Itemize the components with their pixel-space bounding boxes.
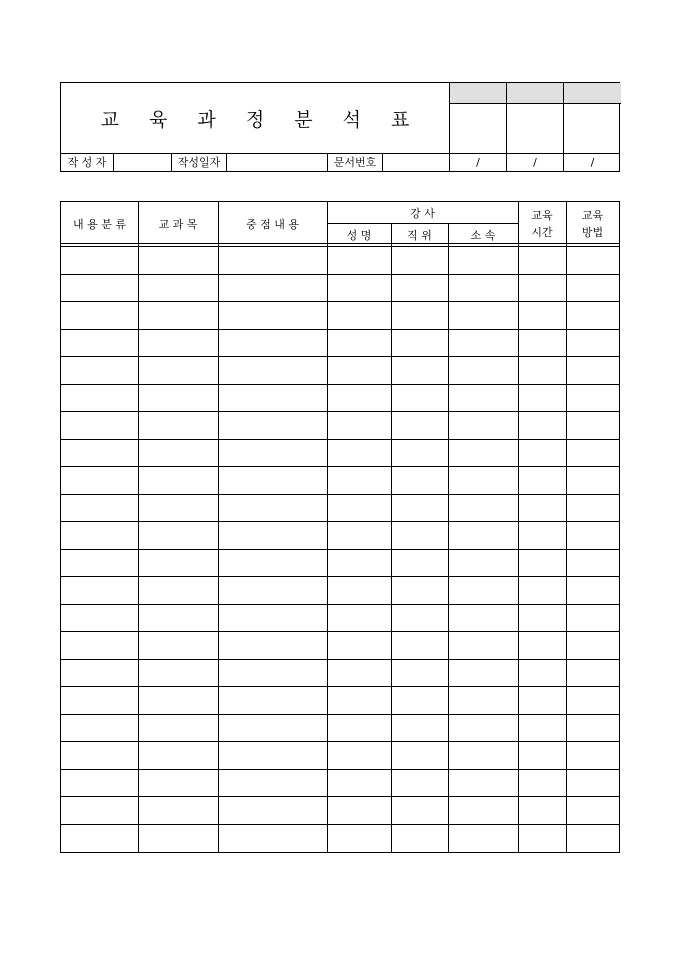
table-cell[interactable] (61, 770, 138, 797)
table-cell[interactable] (391, 495, 448, 522)
approval-box-2[interactable] (507, 83, 564, 153)
table-cell[interactable] (566, 385, 619, 412)
table-cell[interactable] (138, 605, 218, 632)
table-row (61, 715, 619, 743)
header-instructor-name: 성 명 (346, 228, 372, 242)
table-cell[interactable] (391, 440, 448, 467)
table-row (61, 632, 619, 660)
table-cell[interactable] (61, 357, 138, 384)
table-cell[interactable] (138, 385, 218, 412)
approval-date-1[interactable]: / (450, 154, 507, 171)
table-row (61, 412, 619, 440)
table-cell[interactable] (327, 440, 391, 467)
table-cell[interactable] (566, 412, 619, 439)
approval-header-2 (507, 83, 563, 104)
table-cell[interactable] (391, 797, 448, 824)
table-row (61, 275, 619, 303)
table-cell[interactable] (391, 687, 448, 714)
table-cell[interactable] (61, 605, 138, 632)
table-cell[interactable] (448, 440, 518, 467)
table-cell[interactable] (518, 660, 566, 687)
table-cell[interactable] (61, 522, 138, 549)
table-cell[interactable] (566, 742, 619, 769)
table-cell[interactable] (566, 247, 619, 274)
table-cell[interactable] (218, 550, 327, 577)
table-row (61, 742, 619, 770)
table-cell[interactable] (218, 247, 327, 274)
table-cell[interactable] (327, 605, 391, 632)
table-cell[interactable] (448, 302, 518, 329)
table-cell[interactable] (391, 302, 448, 329)
table-cell[interactable] (448, 467, 518, 494)
table-cell[interactable] (518, 632, 566, 659)
table-cell[interactable] (327, 385, 391, 412)
table-cell[interactable] (138, 522, 218, 549)
table-cell[interactable] (518, 412, 566, 439)
table-cell[interactable] (518, 742, 566, 769)
table-cell[interactable] (327, 522, 391, 549)
table-cell[interactable] (218, 605, 327, 632)
table-cell[interactable] (218, 632, 327, 659)
approval-header-3 (564, 83, 621, 104)
table-cell[interactable] (448, 632, 518, 659)
table-cell[interactable] (61, 302, 138, 329)
author-field[interactable] (114, 154, 172, 171)
table-cell[interactable] (218, 687, 327, 714)
table-cell[interactable] (327, 715, 391, 742)
table-cell[interactable] (138, 660, 218, 687)
table-cell[interactable] (138, 577, 218, 604)
table-cell[interactable] (327, 467, 391, 494)
table-cell[interactable] (327, 247, 391, 274)
table-cell[interactable] (566, 577, 619, 604)
table-row (61, 687, 619, 715)
table-cell[interactable] (61, 550, 138, 577)
table-cell[interactable] (518, 302, 566, 329)
table-cell[interactable] (518, 825, 566, 853)
table-cell[interactable] (391, 660, 448, 687)
table-cell[interactable] (327, 550, 391, 577)
table-cell[interactable] (327, 632, 391, 659)
table-cell[interactable] (138, 632, 218, 659)
table-cell[interactable] (518, 550, 566, 577)
table-cell[interactable] (218, 467, 327, 494)
table-cell[interactable] (61, 660, 138, 687)
table-cell[interactable] (391, 742, 448, 769)
info-row (61, 153, 619, 171)
header-instructor-position: 직 위 (407, 228, 432, 242)
table-cell[interactable] (518, 522, 566, 549)
doc-no-label: 문서번호 (328, 154, 383, 171)
table-row (61, 577, 619, 605)
table-cell[interactable] (61, 825, 138, 853)
table-cell[interactable] (518, 687, 566, 714)
table-row (61, 660, 619, 688)
table-cell[interactable] (138, 770, 218, 797)
table-row (61, 797, 619, 825)
table-cell[interactable] (61, 742, 138, 769)
table-cell[interactable] (518, 770, 566, 797)
table-cell[interactable] (218, 440, 327, 467)
table-cell[interactable] (566, 660, 619, 687)
table-cell[interactable] (518, 605, 566, 632)
table-cell[interactable] (391, 330, 448, 357)
course-analysis-table (60, 201, 620, 853)
table-cell[interactable] (448, 412, 518, 439)
table-cell[interactable] (391, 522, 448, 549)
table-cell[interactable] (518, 385, 566, 412)
table-cell[interactable] (327, 577, 391, 604)
table-cell[interactable] (518, 357, 566, 384)
header-edu-time: 교육 시간 (531, 209, 553, 239)
table-row (61, 330, 619, 358)
instructor-divider (327, 223, 518, 224)
table-cell[interactable] (138, 275, 218, 302)
table-cell[interactable] (218, 357, 327, 384)
table-cell[interactable] (448, 660, 518, 687)
table-row (61, 247, 619, 275)
table-cell[interactable] (218, 825, 327, 853)
table-cell[interactable] (138, 412, 218, 439)
table-cell[interactable] (218, 385, 327, 412)
table-cell[interactable] (566, 522, 619, 549)
table-cell[interactable] (566, 302, 619, 329)
table-cell[interactable] (138, 302, 218, 329)
doc-no-field[interactable] (383, 154, 450, 171)
table-cell[interactable] (448, 247, 518, 274)
table-cell[interactable] (448, 330, 518, 357)
table-cell[interactable] (61, 275, 138, 302)
table-cell[interactable] (327, 797, 391, 824)
table-cell[interactable] (61, 412, 138, 439)
approval-header-1 (450, 83, 506, 104)
table-row (61, 357, 619, 385)
table-cell[interactable] (218, 275, 327, 302)
table-cell[interactable] (448, 495, 518, 522)
table-cell[interactable] (218, 522, 327, 549)
table-cell[interactable] (138, 715, 218, 742)
table-cell[interactable] (518, 275, 566, 302)
table-cell[interactable] (391, 385, 448, 412)
header-double-line-top (61, 243, 619, 244)
table-cell[interactable] (566, 550, 619, 577)
table-cell[interactable] (327, 742, 391, 769)
table-cell[interactable] (448, 550, 518, 577)
table-cell[interactable] (391, 632, 448, 659)
table-cell[interactable] (391, 715, 448, 742)
table-cell[interactable] (518, 330, 566, 357)
date-label: 작성일자 (172, 154, 227, 171)
table-cell[interactable] (61, 577, 138, 604)
table-cell[interactable] (218, 660, 327, 687)
table-cell[interactable] (138, 467, 218, 494)
table-cell[interactable] (391, 247, 448, 274)
table-cell[interactable] (566, 467, 619, 494)
header-instructor: 강 사 (410, 206, 435, 220)
table-cell[interactable] (566, 687, 619, 714)
header-instructor-affiliation: 소 속 (470, 228, 496, 242)
table-cell[interactable] (391, 605, 448, 632)
table-cell[interactable] (61, 632, 138, 659)
table-cell[interactable] (61, 385, 138, 412)
approval-box-3[interactable] (564, 83, 621, 153)
table-row (61, 385, 619, 413)
table-cell[interactable] (61, 330, 138, 357)
table-cell[interactable] (61, 797, 138, 824)
table-cell[interactable] (448, 687, 518, 714)
table-cell[interactable] (566, 632, 619, 659)
table-cell[interactable] (138, 550, 218, 577)
table-row (61, 825, 619, 853)
approval-box-1[interactable] (450, 83, 507, 153)
table-cell[interactable] (61, 715, 138, 742)
table-cell[interactable] (218, 742, 327, 769)
table-cell[interactable] (518, 715, 566, 742)
table-cell[interactable] (218, 330, 327, 357)
table-cell[interactable] (327, 495, 391, 522)
table-cell[interactable] (138, 687, 218, 714)
table-cell[interactable] (391, 770, 448, 797)
table-cell[interactable] (138, 495, 218, 522)
table-cell[interactable] (327, 660, 391, 687)
table-cell[interactable] (518, 440, 566, 467)
table-row (61, 770, 619, 798)
table-cell[interactable] (138, 825, 218, 853)
table-cell[interactable] (391, 412, 448, 439)
table-cell[interactable] (518, 495, 566, 522)
table-cell[interactable] (218, 495, 327, 522)
table-cell[interactable] (566, 440, 619, 467)
table-cell[interactable] (448, 522, 518, 549)
table-row (61, 302, 619, 330)
table-row (61, 522, 619, 550)
table-cell[interactable] (138, 357, 218, 384)
table-cell[interactable] (218, 797, 327, 824)
form-title: 교 육 과 정 분 석 표 (100, 108, 422, 131)
table-cell[interactable] (218, 577, 327, 604)
table-cell[interactable] (327, 770, 391, 797)
header-category: 내 용 분 류 (73, 218, 126, 231)
table-cell[interactable] (327, 275, 391, 302)
header-subject: 교 과 목 (158, 218, 198, 231)
table-cell[interactable] (566, 770, 619, 797)
table-cell[interactable] (448, 605, 518, 632)
table-cell[interactable] (566, 715, 619, 742)
table-cell[interactable] (391, 467, 448, 494)
table-cell[interactable] (327, 357, 391, 384)
table-cell[interactable] (448, 715, 518, 742)
table-cell[interactable] (448, 385, 518, 412)
table-cell[interactable] (391, 275, 448, 302)
table-row (61, 467, 619, 495)
table-cell[interactable] (391, 550, 448, 577)
approval-date-2[interactable]: / (507, 154, 564, 171)
date-field[interactable] (227, 154, 328, 171)
header-edu-method: 교육 방법 (581, 209, 604, 239)
table-cell[interactable] (566, 275, 619, 302)
table-cell[interactable] (327, 302, 391, 329)
table-cell[interactable] (61, 440, 138, 467)
table-cell[interactable] (327, 330, 391, 357)
table-cell[interactable] (61, 247, 138, 274)
table-cell[interactable] (218, 412, 327, 439)
table-cell[interactable] (327, 412, 391, 439)
table-cell[interactable] (391, 825, 448, 853)
table-cell[interactable] (518, 797, 566, 824)
table-cell[interactable] (218, 302, 327, 329)
table-row (61, 495, 619, 523)
table-cell[interactable] (448, 577, 518, 604)
table-cell[interactable] (138, 247, 218, 274)
table-row (61, 550, 619, 578)
approval-date-3[interactable]: / (590, 156, 595, 169)
table-cell[interactable] (566, 330, 619, 357)
table-cell[interactable] (391, 577, 448, 604)
form-header (60, 82, 620, 172)
table-cell[interactable] (327, 825, 391, 853)
table-cell[interactable] (518, 467, 566, 494)
author-label: 작 성 자 (61, 154, 114, 171)
table-cell[interactable] (518, 577, 566, 604)
table-cell[interactable] (518, 247, 566, 274)
table-cell[interactable] (448, 742, 518, 769)
table-cell[interactable] (566, 605, 619, 632)
table-cell[interactable] (218, 715, 327, 742)
table-cell[interactable] (566, 825, 619, 853)
table-cell[interactable] (566, 495, 619, 522)
table-cell[interactable] (327, 687, 391, 714)
table-cell[interactable] (138, 330, 218, 357)
header-key-content: 중 점 내 용 (246, 218, 299, 231)
table-row (61, 605, 619, 633)
title-cell (61, 83, 450, 153)
table-cell[interactable] (138, 742, 218, 769)
table-cell[interactable] (61, 495, 138, 522)
table-cell[interactable] (448, 797, 518, 824)
table-cell[interactable] (138, 797, 218, 824)
table-cell[interactable] (61, 687, 138, 714)
table-cell[interactable] (448, 825, 518, 853)
table-cell[interactable] (218, 770, 327, 797)
table-cell[interactable] (138, 440, 218, 467)
table-cell[interactable] (448, 275, 518, 302)
table-cell[interactable] (566, 797, 619, 824)
table-row (61, 440, 619, 468)
table-cell[interactable] (391, 357, 448, 384)
table-cell[interactable] (448, 770, 518, 797)
table-cell[interactable] (61, 467, 138, 494)
table-cell[interactable] (448, 357, 518, 384)
table-cell[interactable] (566, 357, 619, 384)
